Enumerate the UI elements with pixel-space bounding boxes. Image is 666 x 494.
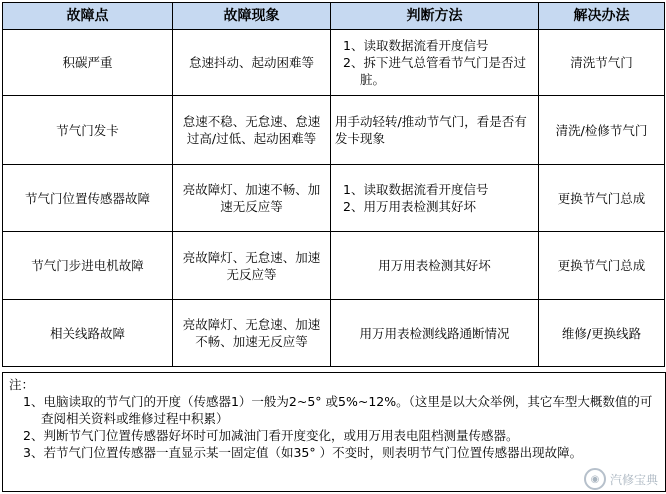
solution: 更换节气门总成 <box>539 165 665 232</box>
symptom: 怠速不稳、无怠速、怠速过高/过低、起动困难等 <box>173 96 331 165</box>
fault-point: 节气门步进电机故障 <box>3 232 173 300</box>
fault-point: 节气门发卡 <box>3 96 173 165</box>
fault-point: 积碳严重 <box>3 30 173 96</box>
solution: 清洗/检修节气门 <box>539 96 665 165</box>
header-fault-point: 故障点 <box>3 3 173 30</box>
symptom: 亮故障灯、加速不畅、加速无反应等 <box>173 165 331 232</box>
solution: 清洗节气门 <box>539 30 665 96</box>
table-row <box>3 300 665 367</box>
table-row <box>3 30 665 96</box>
method-line: 用万用表检测其好坏 <box>378 258 491 273</box>
table-row <box>3 165 665 232</box>
method-line: 1、读取数据流看开度信号 <box>343 182 489 197</box>
solution: 维修/更换线路 <box>539 300 665 367</box>
fault-point: 相关线路故障 <box>3 300 173 367</box>
wechat-icon: ◉ <box>584 468 606 490</box>
symptom: 亮故障灯、无怠速、加速不畅、加速无反应等 <box>173 300 331 367</box>
symptom: 怠速抖动、起动困难等 <box>173 30 331 96</box>
method <box>331 300 539 367</box>
method-line: 用万用表检测线路通断情况 <box>359 325 510 341</box>
method <box>331 96 539 165</box>
notes-title: 注： <box>9 377 35 392</box>
method-line: 2、拆下进气总管看节气门是否过脏。 <box>343 55 526 87</box>
method-line: 1、读取数据流看开度信号 <box>343 38 489 53</box>
method <box>331 232 539 300</box>
symptom: 亮故障灯、无怠速、加速无反应等 <box>173 232 331 300</box>
solution: 更换节气门总成 <box>539 232 665 300</box>
watermark-text: 汽修宝典 <box>609 472 658 487</box>
table-row <box>3 232 665 300</box>
table-row <box>3 96 665 165</box>
watermark <box>584 468 658 490</box>
note-item: 3、若节气门位置传感器一直显示某一固定值（如35° ）不变时，则表明节气门位置传感器出现故障。 <box>23 445 583 460</box>
method-line: 2、用万用表检测其好坏 <box>343 199 476 214</box>
note-item: 1、电脑读取的节气门的开度（传感器1）一般为2~5° 或5%~12%。（这里是以大众举例，其它车型大概数值的可查阅相关资料或维修过程中积累） <box>23 394 653 426</box>
note-item: 2、判断节气门位置传感器好坏时可加减油门看开度变化，或用万用表电阻档测量传感器。 <box>23 428 519 443</box>
fault-table <box>2 2 665 367</box>
method-line: 用手动轻转/推动节气门，看是否有发卡现象 <box>335 114 527 146</box>
header-method: 判断方法 <box>331 3 539 30</box>
method <box>331 165 539 232</box>
notes-box <box>2 372 666 492</box>
header-symptom: 故障现象 <box>173 3 331 30</box>
header-solution: 解决办法 <box>539 3 665 30</box>
fault-point: 节气门位置传感器故障 <box>3 165 173 232</box>
table-header-row <box>3 3 665 30</box>
method <box>331 30 539 96</box>
